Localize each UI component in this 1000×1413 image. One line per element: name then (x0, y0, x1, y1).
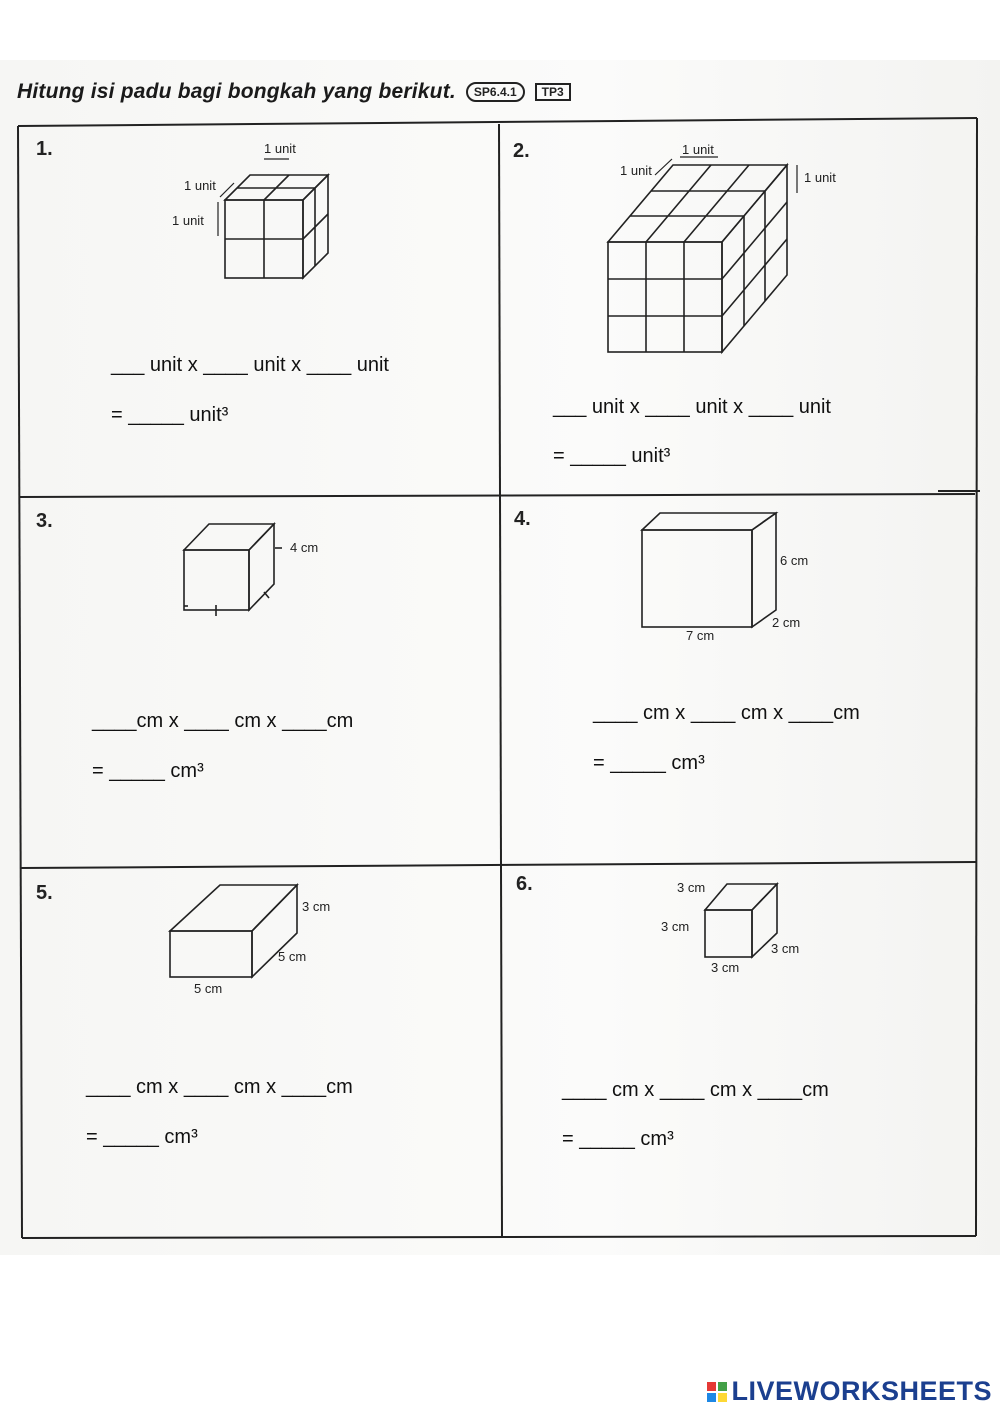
cell-4-equation-line2: = _____ cm³ (593, 752, 705, 774)
cell-1-equation-line1: ___ unit x ____ unit x ____ unit (111, 354, 389, 376)
level-badge: TP3 (535, 83, 571, 101)
cuboid-figure-5 (160, 875, 370, 1000)
logo-block-0 (707, 1382, 716, 1391)
cube-figure-2 (600, 135, 860, 365)
cell-2-label-side: 1 unit (804, 170, 836, 185)
cell-6-equation-line1: ____ cm x ____ cm x ____cm (562, 1079, 829, 1101)
cell-2-label-depth: 1 unit (620, 163, 652, 178)
table-middle-divider (499, 124, 502, 1237)
cell-6-label-left: 3 cm (661, 919, 690, 934)
cell-5-label-height: 3 cm (302, 899, 331, 914)
logo-blocks-icon (707, 1382, 727, 1402)
cell-4-label-height: 6 cm (780, 553, 809, 568)
brand-name: LIVEWORKSHEETS (731, 1376, 992, 1406)
liveworksheets-logo[interactable] (707, 1376, 992, 1407)
cell-3-number: 3. (36, 510, 53, 532)
cuboid-figure-4 (630, 505, 860, 655)
cube-figure-3 (172, 512, 342, 627)
cell-6-label-side: 3 cm (771, 941, 800, 956)
cell-4-number: 4. (514, 508, 531, 530)
cell-6-equation-line2: = _____ cm³ (562, 1128, 674, 1150)
cell-6-number: 6. (516, 873, 533, 895)
cell-3-equation-line2: = _____ cm³ (92, 760, 204, 782)
table-right-border (976, 118, 977, 1236)
cell-5-label-depth: 5 cm (278, 949, 307, 964)
cell-2-label-top: 1 unit (682, 142, 714, 157)
cell-3-label-side: 4 cm (290, 540, 319, 555)
cell-2-number: 2. (513, 140, 530, 162)
cell-1-number: 1. (36, 138, 53, 160)
logo-block-2 (707, 1393, 716, 1402)
cell-4-label-depth: 2 cm (772, 615, 801, 630)
cell-1-equation-line2: = _____ unit³ (111, 404, 229, 426)
cell-1-label-depth: 1 unit (184, 178, 216, 193)
cell-1-label-top: 1 unit (264, 141, 296, 156)
cell-4-equation-line1: ____ cm x ____ cm x ____cm (593, 702, 860, 724)
table-left-border (18, 126, 22, 1238)
logo-block-1 (718, 1382, 727, 1391)
cell-2-equation-line2: = _____ unit³ (553, 445, 671, 467)
code-badge: SP6.4.1 (466, 82, 525, 102)
cell-4-label-length: 7 cm (686, 628, 715, 643)
cell-6-label-bottom: 3 cm (711, 960, 740, 975)
cube-figure-1 (160, 135, 360, 285)
table-bottom-border (22, 1236, 976, 1238)
row-divider-1 (19, 494, 975, 497)
row-divider-2 (20, 862, 976, 868)
table-top-border (18, 118, 977, 126)
cell-5-number: 5. (36, 882, 53, 904)
cell-1-label-side: 1 unit (172, 213, 204, 228)
cell-5-label-length: 5 cm (194, 981, 223, 996)
logo-block-3 (718, 1393, 727, 1402)
cube-figure-6 (655, 873, 825, 978)
cell-6-label-top: 3 cm (677, 880, 706, 895)
cell-5-equation-line1: ____ cm x ____ cm x ____cm (86, 1076, 353, 1098)
cell-3-equation-line1: ____cm x ____ cm x ____cm (92, 710, 354, 732)
cell-2-equation-line1: ___ unit x ____ unit x ____ unit (553, 396, 831, 418)
cell-5-equation-line2: = _____ cm³ (86, 1126, 198, 1148)
page-title: Hitung isi padu bagi bongkah yang berikut. (17, 80, 456, 103)
